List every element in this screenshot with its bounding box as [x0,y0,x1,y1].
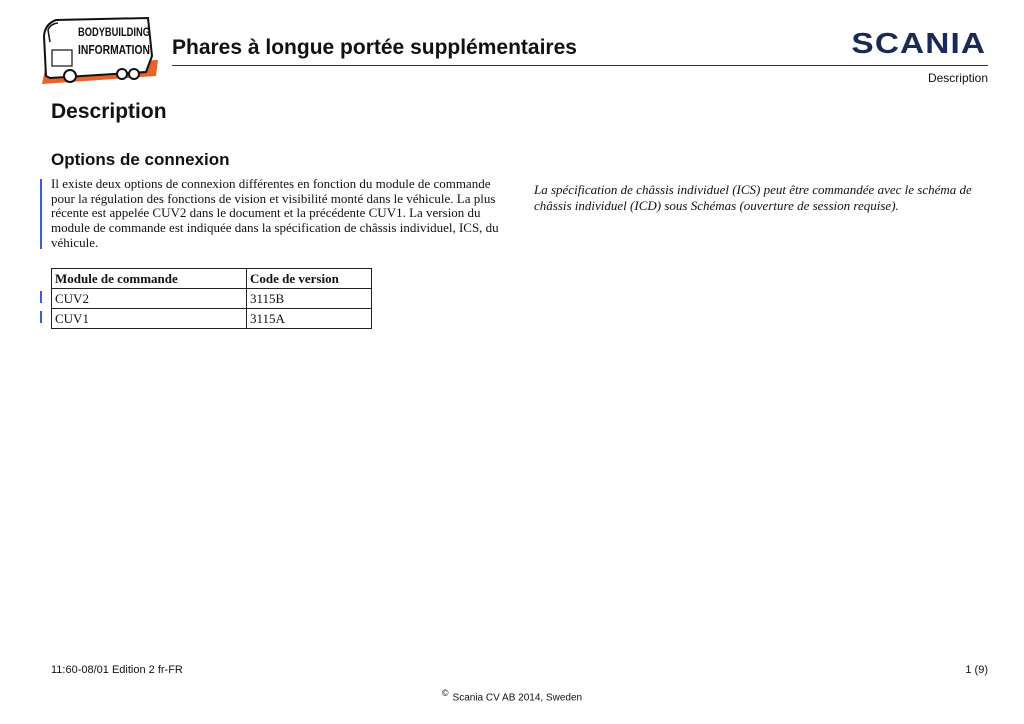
badge-line-2: INFORMATION [78,42,150,57]
column-header-module: Module de commande [52,269,247,289]
column-header-version-code: Code de version [247,269,372,289]
table-cell-version-code: 3115A [247,309,372,329]
ics-side-note: La spécification de châssis individuel (ICS) peut être commandée avec le schéma de châssis individuel (ICD) sous Schémas (ouverture de session requise). [534,182,972,213]
document-reference: 11:60-08/01 Edition 2 fr-FR [51,664,183,676]
page-number: 1 (9) [965,664,988,676]
table-cell-module: CUV1 [52,309,247,329]
copyright-text: Scania CV AB 2014, Sweden [452,692,583,704]
section-subheading: Options de connexion [51,150,230,169]
connection-options-paragraph: Il existe deux options de connexion différentes en fonction du module de commande pour la régulation des fonctions de vision et visibilité monté dans le véhicule. La plus récente est appelée CUV2 dans le document et la précédente CUV1. La version du module de commande est indiquée dans la spécification de châssis individuel, ICS, du véhicule. [51,176,499,250]
scania-wordmark-logo: SCANIA [851,28,986,60]
change-bar-row-cuv2 [40,291,42,303]
copyright-notice [0,688,1024,703]
change-bar-paragraph [40,179,42,249]
table-row [52,289,372,309]
bodybuilding-information-logo [36,14,162,90]
copyright-symbol: © [441,688,449,698]
page-heading: Description [51,100,167,123]
section-label: Description [927,71,988,85]
table-cell-version-code: 3115B [247,289,372,309]
table-cell-module: CUV2 [52,289,247,309]
version-code-table [51,268,372,329]
document-title: Phares à longue portée supplémentaires [172,36,577,59]
header-divider [172,65,988,66]
table-row [52,309,372,329]
change-bar-row-cuv1 [40,311,42,323]
badge-line-1: BODYBUILDING [78,25,150,39]
table-header-row [52,269,372,289]
